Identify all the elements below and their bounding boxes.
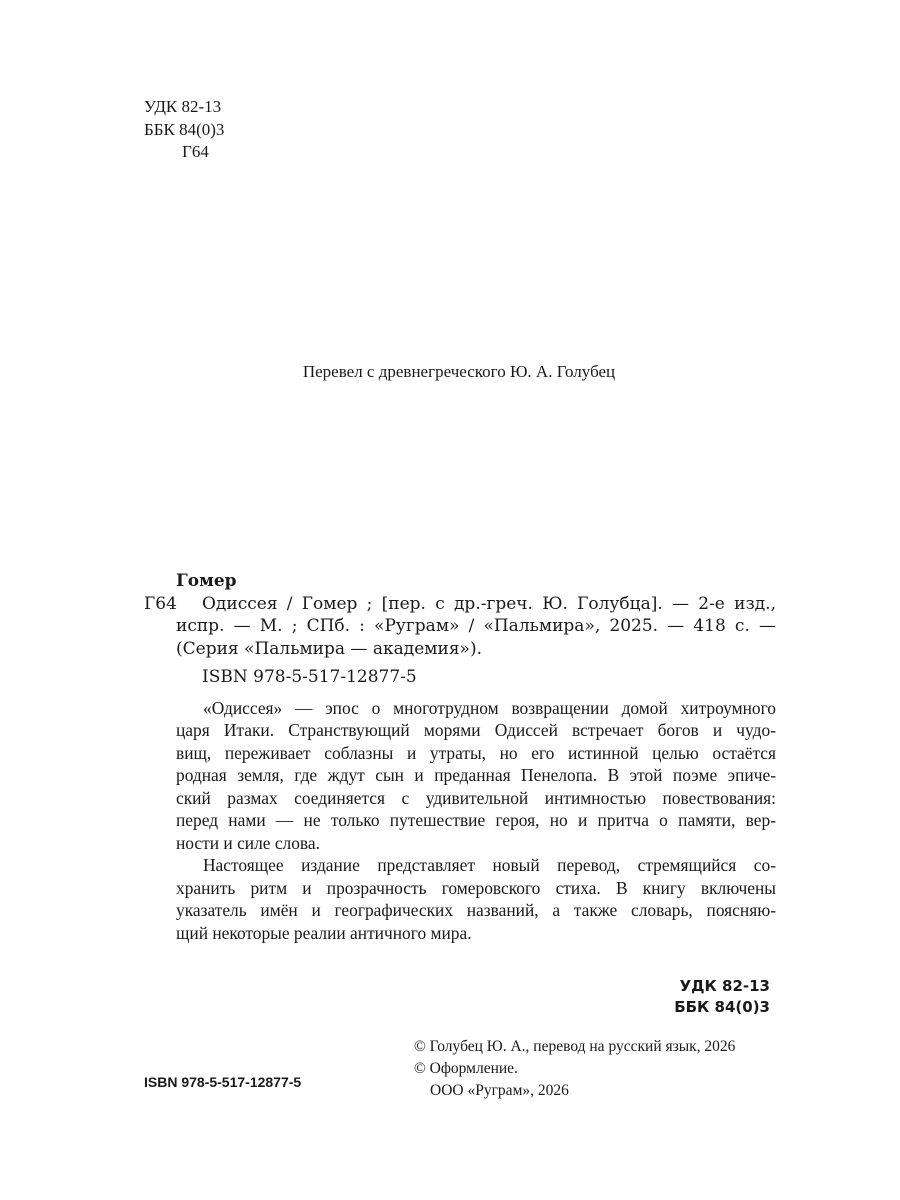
copyright-publisher: ООО «Руграм», 2026	[430, 1082, 569, 1099]
abstract-paragraph-2	[144, 854, 776, 944]
catalog-entry	[144, 570, 776, 944]
bbk-code: ББК 84(0)3	[144, 119, 225, 139]
abstract-line: «Одиссея» — эпос о многотрудном возвращении домой хитроумного	[203, 697, 776, 718]
udk-code-bottom: УДК 82-13	[679, 977, 770, 995]
entry-isbn: ISBN 978-5-517-12877-5	[202, 667, 417, 687]
copyright-block	[414, 1036, 735, 1102]
copyright-design: © Оформление.	[414, 1060, 518, 1077]
abstract-line: ности и силе слова.	[176, 832, 320, 853]
udk-code: УДК 82-13	[144, 97, 222, 116]
bib-line-text: Одиссея / Гомер ; [пер. с др.-греч. Ю. Голубца]. — 2-е изд.,	[202, 593, 776, 614]
bib-description-line-1	[144, 593, 776, 616]
entry-author: Гомер	[176, 571, 237, 591]
abstract-paragraph-1	[144, 697, 776, 855]
bbk-code-bottom: ББК 84(0)3	[674, 998, 770, 1016]
abstract-line: вищ, переживает соблазны и утраты, но его истинной целью остаётся	[176, 742, 776, 763]
abstract-line: перед нами — не только путешествие героя, но и притча о памяти, вер-	[176, 810, 776, 830]
classification-codes-top	[144, 96, 224, 164]
isbn-footer: ISBN 978-5-517-12877-5	[144, 1074, 302, 1090]
bib-description-line-2: испр. — М. ; СПб. : «Руграм» / «Пальмира», 2025. — 418 с. —	[176, 616, 776, 636]
classification-codes-bottom	[674, 976, 770, 1018]
abstract-line: Настоящее издание представляет новый перевод, стремящийся со-	[203, 855, 776, 875]
abstract-line: ский размах соединяется с удивительной интимностью повествования:	[176, 787, 776, 808]
abstract-line: родная земля, где ждут сын и преданная Пенелопа. В этой поэме эпиче-	[176, 765, 776, 785]
translator-credit: Перевел с древнегреческого Ю. А. Голубец	[302, 362, 616, 381]
abstract-line: хранить ритм и прозрачность гомеровского стиха. В книгу включены	[176, 877, 776, 898]
abstract-line: царя Итаки. Странствующий морями Одиссей встречает богов и чудо-	[176, 720, 776, 740]
bib-description-line-3: (Серия «Пальмира — академия»).	[176, 638, 482, 659]
copyright-translation: © Голубец Ю. А., перевод на русский язык, 2026	[414, 1038, 736, 1055]
abstract-line: щий некоторые реалии античного мира.	[176, 922, 472, 943]
author-mark: Г64	[182, 142, 209, 161]
entry-author-mark: Г64	[144, 593, 177, 614]
abstract-line: указатель имён и географических названий, а также словарь, поясняю-	[176, 900, 776, 920]
